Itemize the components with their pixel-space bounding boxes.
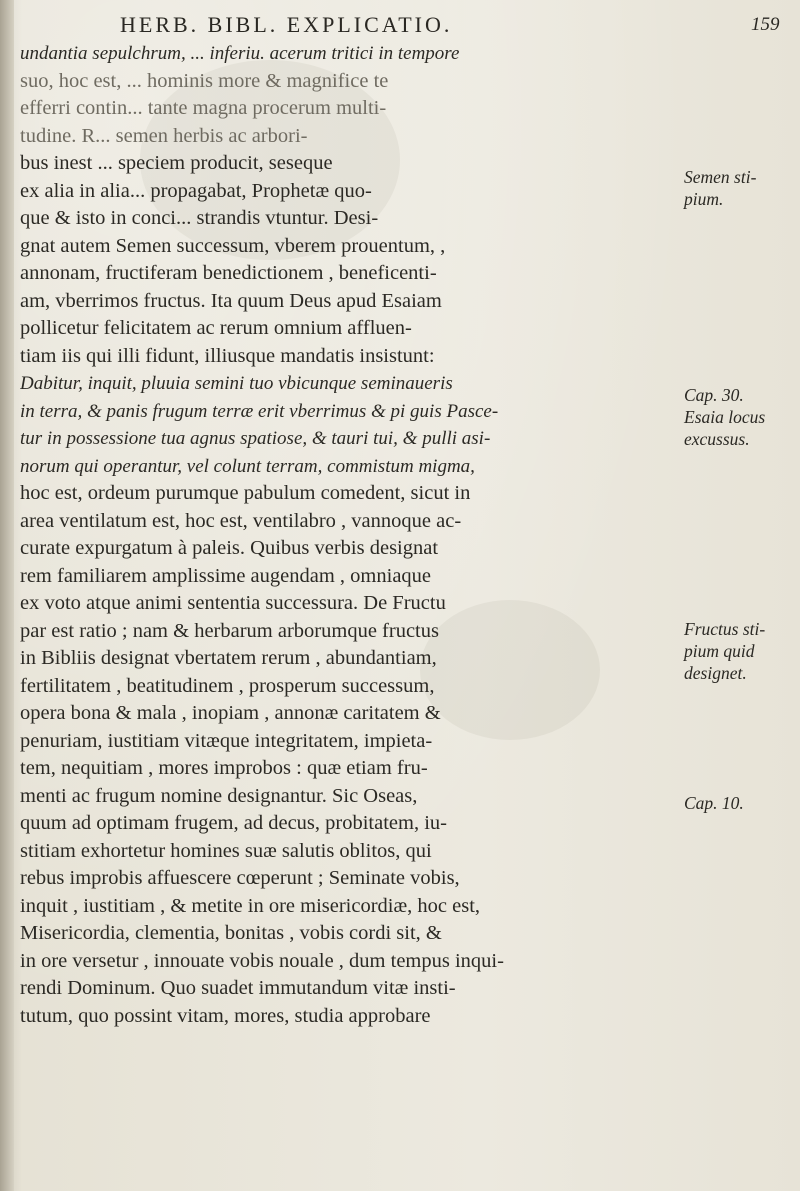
text-line: am, vberrimos fructus. Ita quum Deus apud Esaiam xyxy=(20,289,442,312)
margin-note-line: Cap. 10. xyxy=(684,793,744,813)
text-line: tutum, quo possint vitam, mores, studia approbare xyxy=(20,1004,431,1027)
text-line: opera bona & mala , inopiam , annonæ caritatem & xyxy=(20,702,441,724)
text-line: suo, hoc est, ... hominis more & magnifice te xyxy=(20,69,389,92)
margin-note-line: pium. xyxy=(684,189,724,209)
text-line: bus inest ... speciem producit, seseque xyxy=(20,152,333,174)
text-line: in terra, & panis frugum terræ erit vberrimus & pi guis Pasce- xyxy=(20,400,499,422)
text-line: rendi Dominum. Quo suadet immutandum vitæ insti- xyxy=(20,977,456,999)
text-line: norum qui operantur, vel colunt terram, commistum migma, xyxy=(20,455,475,477)
margin-note-line: Semen sti- xyxy=(684,167,757,187)
margin-note-line: Esaia locus xyxy=(684,407,766,427)
text-line: rebus improbis affuescere cœperunt ; Seminate vobis, xyxy=(20,867,460,889)
text-line: quum ad optimam frugem, ad decus, probitatem, iu- xyxy=(20,812,447,834)
text-line: hoc est, ordeum purumque pabulum comedent, sicut in xyxy=(20,482,471,504)
page-header xyxy=(0,8,800,40)
margin-note xyxy=(684,166,756,210)
text-line: tiam iis qui illi fidunt, illiusque mandatis insistunt: xyxy=(20,344,435,367)
running-head: HERB. BIBL. EXPLICATIO. xyxy=(120,12,453,37)
text-line: penuriam, iustitiam vitæque integritatem, impieta- xyxy=(20,729,433,752)
text-line: tur in possessione tua agnus spatiose, & tauri tui, & pulli asi- xyxy=(20,428,491,449)
text-line: curate expurgatum à paleis. Quibus verbis designat xyxy=(20,537,439,559)
margin-note-line: Cap. 30. xyxy=(684,385,744,405)
text-line: que & isto in conci... strandis vtuntur. Desi- xyxy=(20,207,379,229)
text-line: efferri contin... tante magna procerum multi- xyxy=(20,97,387,119)
margin-note-line: designet. xyxy=(684,663,747,683)
text-line: undantia sepulchrum, ... inferiu. acerum tritici in tempore xyxy=(20,43,460,64)
text-line: rem familiarem amplissime augendam , omniaque xyxy=(20,564,432,587)
margin-note-line: excussus. xyxy=(684,429,750,449)
margin-note-line: Fructus sti- xyxy=(684,619,766,639)
margin-note xyxy=(684,618,765,684)
text-line: Dabitur, inquit, pluuia semini tuo vbicunque seminaueris xyxy=(20,373,453,394)
text-line: Misericordia, clementia, bonitas , vobis cordi sit, & xyxy=(20,922,442,944)
margin-note xyxy=(684,792,744,814)
margin-note xyxy=(684,384,765,450)
text-line: pollicetur felicitatem ac rerum omnium affluen- xyxy=(20,317,412,339)
page-number: 159 xyxy=(751,14,780,35)
text-line: annonam, fructiferam benedictionem , beneficenti- xyxy=(20,262,437,284)
main-text-column xyxy=(20,40,680,1030)
text-line: menti ac frugum nomine designantur. Sic Oseas, xyxy=(20,784,418,807)
text-line: in ore versetur , innouate vobis nouale , dum tempus inqui- xyxy=(20,949,504,972)
text-line: area ventilatum est, hoc est, ventilabro , vannoque ac- xyxy=(20,509,462,532)
margin-note-line: pium quid xyxy=(684,641,755,661)
text-line: fertilitatem , beatitudinem , prosperum successum, xyxy=(20,674,435,697)
text-line: ex voto atque animi sententia successura. De Fructu xyxy=(20,592,446,614)
text-line: stitiam exhortetur homines suæ salutis oblitos, qui xyxy=(20,839,432,862)
text-line: in Bibliis designat vbertatem rerum , abundantiam, xyxy=(20,647,437,669)
page-gutter xyxy=(0,0,14,1191)
text-line: inquit , iustitiam , & metite in ore misericordiæ, hoc est, xyxy=(20,894,481,917)
text-line: gnat autem Semen successum, vberem prouentum, , xyxy=(20,234,446,257)
text-line: ex alia in alia... propagabat, Prophetæ quo- xyxy=(20,179,372,202)
text-line: tudine. R... semen herbis ac arbori- xyxy=(20,124,308,147)
text-line: par est ratio ; nam & herbarum arborumque fructus xyxy=(20,619,439,642)
text-line: tem, nequitiam , mores improbos : quæ etiam fru- xyxy=(20,757,428,779)
